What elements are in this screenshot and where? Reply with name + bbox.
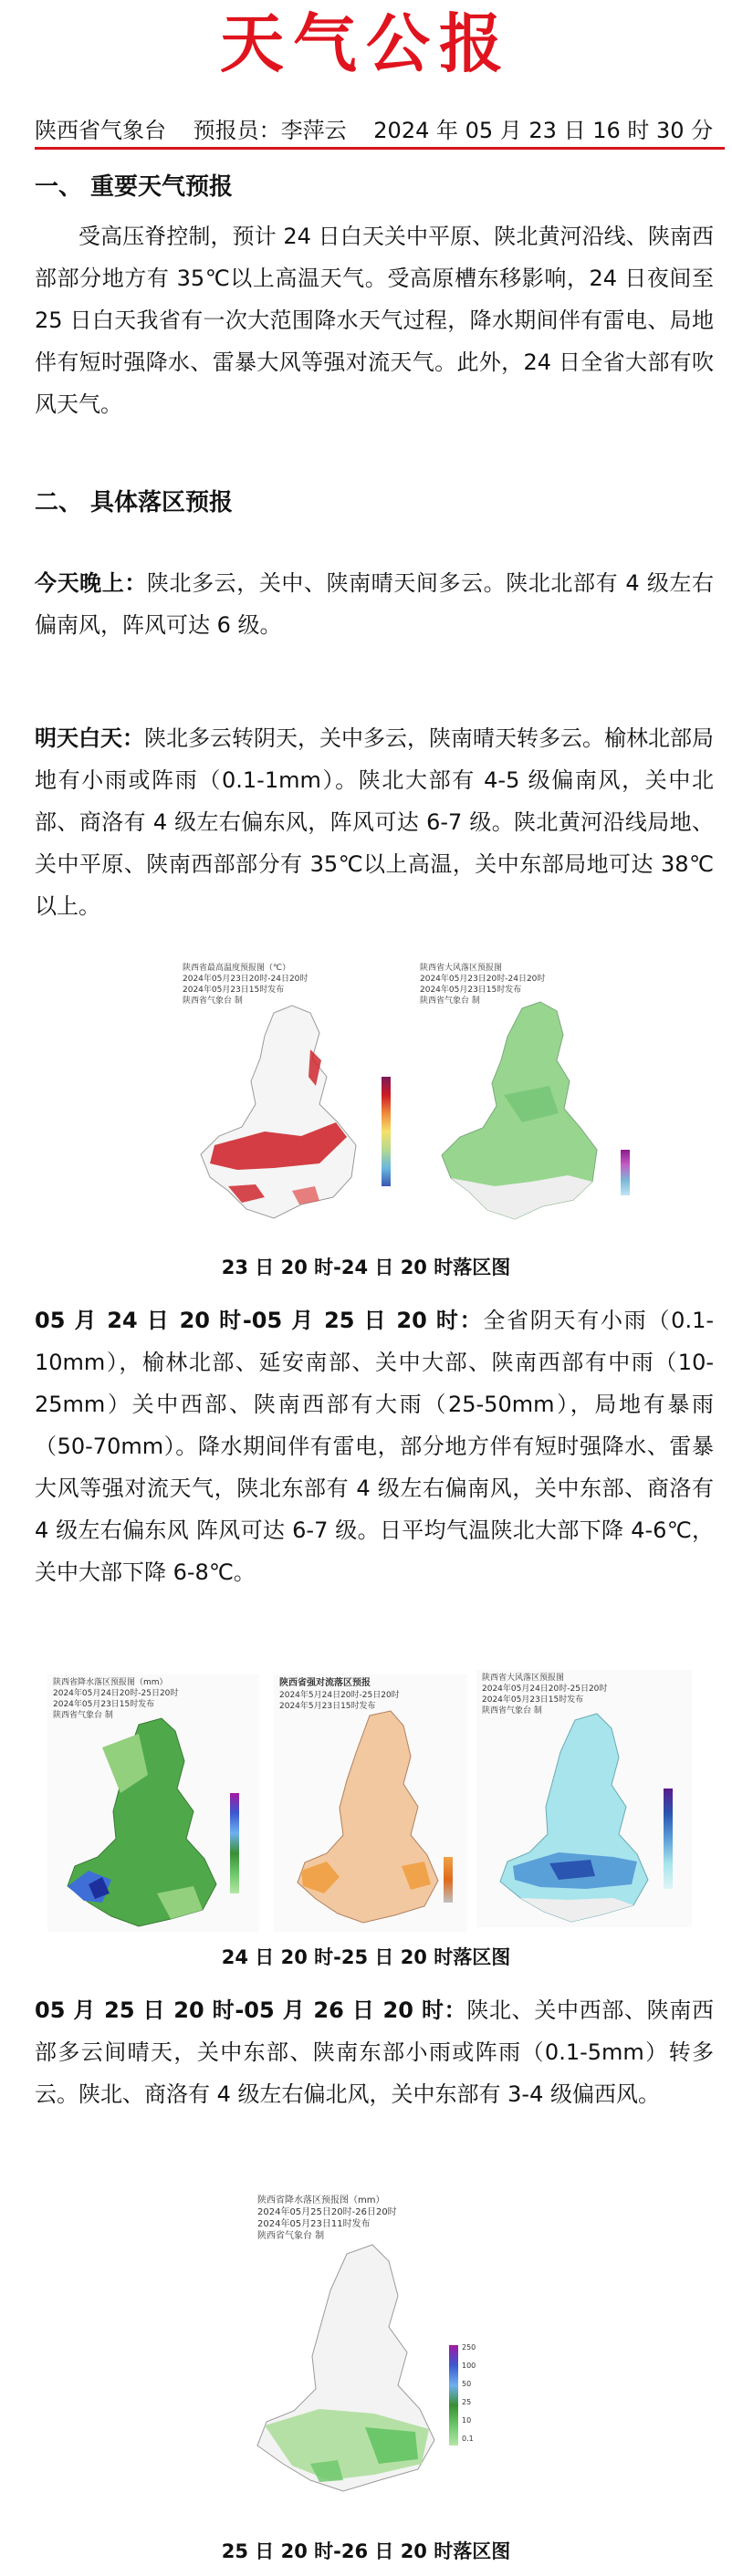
max-temperature-map xyxy=(173,958,402,1241)
tonight-text: 陕北多云，关中、陕南晴天间多云。陕北北部有 4 级左右偏南风，阵风可达 6 级。 xyxy=(35,570,715,638)
agency-name: 陕西省气象台 xyxy=(35,118,166,143)
map1-legend xyxy=(382,1077,391,1186)
map4-legend xyxy=(444,1857,453,1903)
period3-forecast xyxy=(35,1989,714,2115)
map3-maker: 陕西省气象台 制 xyxy=(53,1711,113,1720)
map1-title: 陕西省最高温度预报图（℃） xyxy=(183,964,291,973)
caption-map-row1: 23 日 20 时-24 日 20 时落区图 xyxy=(221,1257,511,1278)
tonight-label: 今天晚上： xyxy=(35,570,147,596)
map4-period: 2024年5月24日20时-25日20时 xyxy=(279,1691,400,1700)
header-rule xyxy=(35,147,725,150)
legend-label-5: 0.1 xyxy=(462,2435,474,2443)
legend-label-1: 100 xyxy=(462,2362,476,2370)
masthead xyxy=(0,0,732,88)
map5-issued: 2024年05月23日15时发布 xyxy=(482,1695,584,1705)
map4-title: 陕西省强对流落区预报 xyxy=(279,1678,371,1688)
tomorrow-text: 陕北多云转阴天，关中多云，陕南晴天转多云。榆林北部局地有小雨或阵雨（0.1-1mm）。陕北大部有 4-5 级偏南风，关中北部、商洛有 4 级左右偏东风，阵风可达 6-7 级。陕北黄河沿线局地、关中平原、陕南西部部分有 35℃以上高温，关中东部局地可达 38℃以上。 xyxy=(35,725,714,919)
map1-shape xyxy=(173,958,402,1241)
map3-period: 2024年05月24日20时-25日20时 xyxy=(53,1689,179,1698)
section1-body: 受高压脊控制，预计 24 日白天关中平原、陕北黄河沿线、陕南西部部分地方有 35℃以上高温天气。受高原槽东移影响，24 日夜间至 25 日白天我省有一次大范围降水天气过程，降水期间伴有雷电、局地伴有短时强降水、雷暴大风等强对流天气。此外，24 日全省大部有吹风天气。 xyxy=(35,224,714,417)
precip-map-25 xyxy=(47,1674,259,1932)
caption-map-row3: 25 日 20 时-26 日 20 时落区图 xyxy=(221,2540,511,2562)
map3-issued: 2024年05月23日15时发布 xyxy=(53,1700,155,1709)
period2-forecast xyxy=(35,1299,714,1593)
map6-maker: 陕西省气象台 制 xyxy=(257,2231,325,2241)
map6-shape xyxy=(210,2190,520,2528)
map2-title: 陕西省大风落区预报图 xyxy=(420,964,503,973)
map2-shape xyxy=(413,958,650,1241)
map6-period: 2024年05月25日20时-26日20时 xyxy=(257,2207,397,2217)
legend-label-0: 250 xyxy=(462,2343,476,2352)
map6-legend xyxy=(449,2345,458,2446)
caption-map-row2: 24 日 20 时-25 日 20 时落区图 xyxy=(221,1946,511,1968)
legend-label-2: 50 xyxy=(462,2380,472,2388)
map1-maker: 陕西省气象台 制 xyxy=(183,996,243,1006)
map3-title: 陕西省降水落区预报图（mm） xyxy=(53,1678,168,1687)
section2-heading: 二、 具体落区预报 xyxy=(35,489,234,516)
issue-time: 2024 年 05 月 23 日 16 时 30 分 xyxy=(373,118,714,143)
map1-issued: 2024年05月23日15时发布 xyxy=(183,986,285,995)
tonight-forecast xyxy=(35,562,714,646)
byline xyxy=(35,117,728,144)
tomorrow-label: 明天白天： xyxy=(35,725,144,751)
map6-title: 陕西省降水落区预报图（mm） xyxy=(257,2195,385,2206)
map4-issued: 2024年5月23日15时发布 xyxy=(279,1702,376,1711)
gale-map-25 xyxy=(476,1670,692,1927)
forecaster-name: 预报员：李萍云 xyxy=(193,118,347,143)
map2-legend xyxy=(621,1150,630,1195)
map5-period: 2024年05月24日20时-25日20时 xyxy=(482,1684,608,1694)
precip-map-26 xyxy=(210,2190,520,2528)
bulletin-title: 天气公报 xyxy=(220,5,512,81)
period2-text: 全省阴天有小雨（0.1-10mm），榆林北部、延安南部、关中大部、陕南西部有中雨（10-25mm）关中西部、陕南西部有大雨（25-50mm），局地有暴雨（50-70mm）。降水期间伴有雷电，部分地方伴有短时强降水、雷暴大风等强对流天气，陕北东部有 4 级左右偏南风，关中东部、商洛有 4 级左右偏东风 阵风可达 6-7 级。日平均气温陕北大部下降 4-6℃，关中大部下降 6-8℃。 xyxy=(35,1308,715,1585)
map6-issued: 2024年05月23日11时发布 xyxy=(257,2219,371,2229)
map4-shape xyxy=(274,1674,467,1932)
map5-maker: 陕西省气象台 制 xyxy=(482,1706,542,1716)
period3-label: 05 月 25 日 20 时-05 月 26 日 20 时： xyxy=(35,1997,467,2023)
tomorrow-forecast xyxy=(35,717,714,927)
map5-legend xyxy=(664,1789,673,1889)
gale-map-24 xyxy=(413,958,650,1241)
period2-label: 05 月 24 日 20 时-05 月 25 日 20 时： xyxy=(35,1308,484,1333)
map1-period: 2024年05月23日20时-24日20时 xyxy=(183,975,308,984)
map5-shape xyxy=(476,1670,692,1927)
map2-issued: 2024年05月23日15时发布 xyxy=(420,986,522,995)
legend-label-4: 10 xyxy=(462,2416,472,2425)
map2-period: 2024年05月23日20时-24日20时 xyxy=(420,975,546,984)
map3-shape xyxy=(47,1674,259,1932)
map2-maker: 陕西省气象台 制 xyxy=(420,996,480,1006)
section1-heading: 一、 重要天气预报 xyxy=(35,173,234,201)
map3-legend xyxy=(230,1793,239,1893)
legend-label-3: 25 xyxy=(462,2398,472,2406)
convection-map-25 xyxy=(274,1674,467,1932)
period3-text: 陕北、关中西部、陕南西部多云间晴天，关中东部、陕南东部小雨或阵雨（0.1-5mm）转多云。陕北、商洛有 4 级左右偏北风，关中东部有 3-4 级偏西风。 xyxy=(35,1997,715,2107)
map5-title: 陕西省大风落区预报图 xyxy=(482,1674,565,1683)
